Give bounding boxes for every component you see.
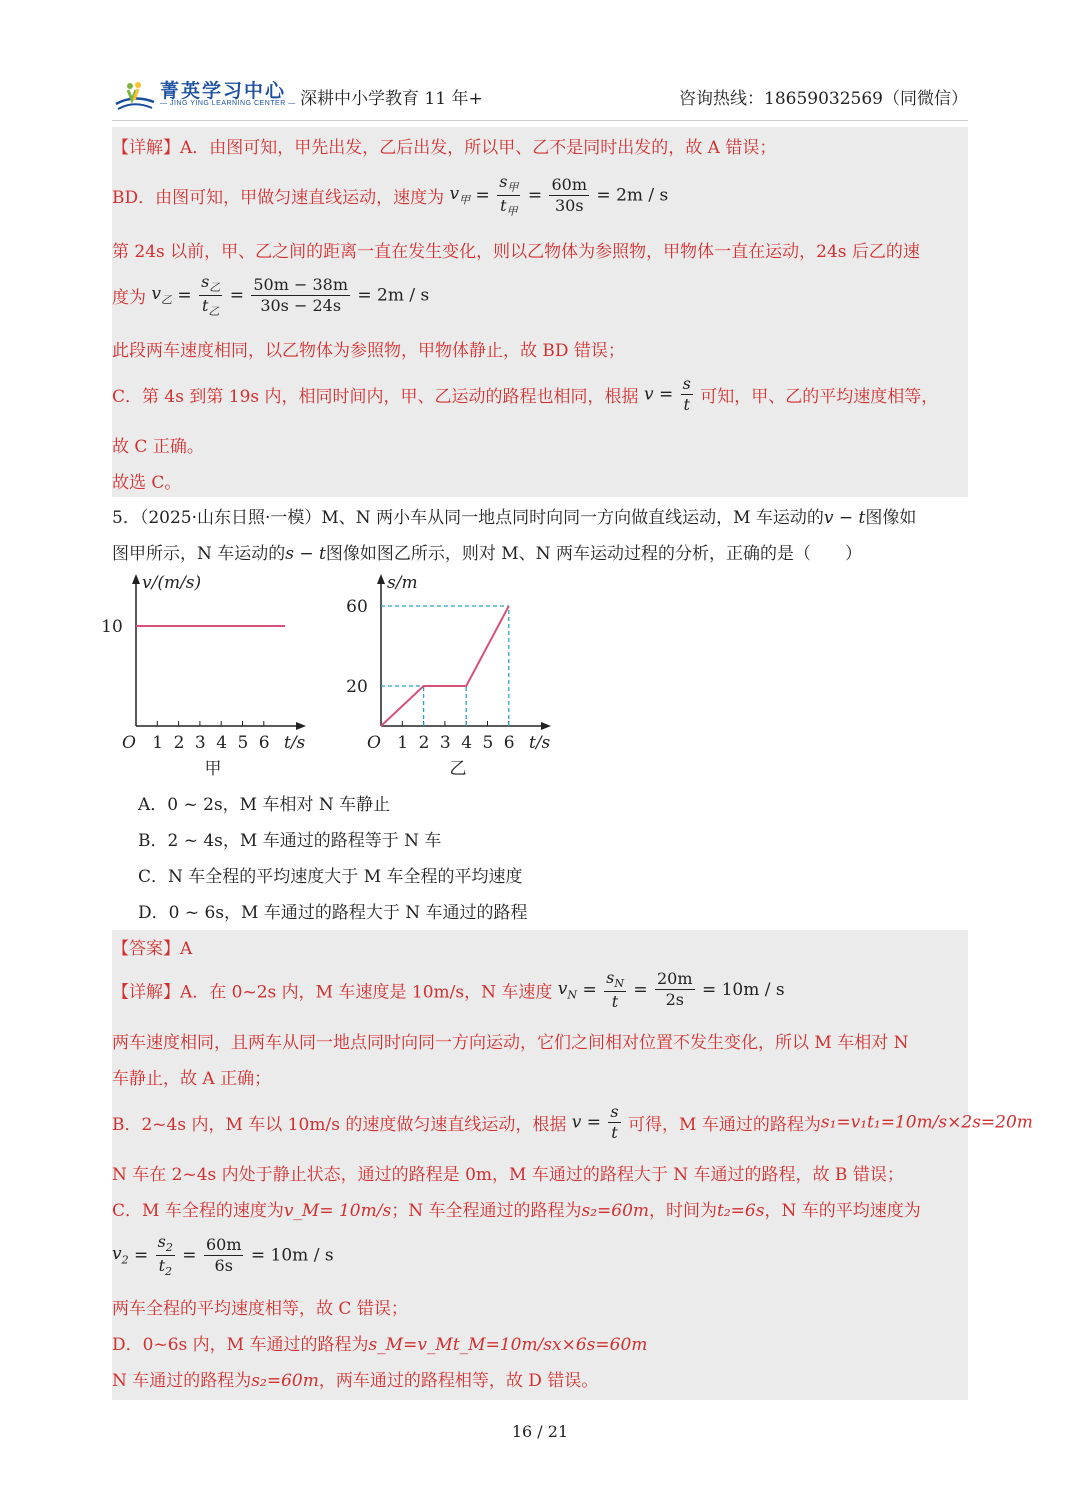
question-text: 5．（2025·山东日照·一模）M、N 两小车从同一地点同时向同一方向做直线运动，M 车运动的v − t图像如 [112, 508, 917, 528]
chart-caption: 甲 [204, 759, 222, 779]
page-number: 16 / 21 [511, 1422, 569, 1441]
formula-fraction: $\frac{s}{t}$ [610, 1102, 619, 1142]
x-tick-label: 1 [397, 733, 409, 753]
origin-label: O [122, 733, 136, 753]
detail-tag: 【详解】 [112, 138, 180, 158]
option-c: C．N 车全程的平均速度大于 M 车全程的平均速度 [138, 867, 523, 887]
chart-yi [345, 566, 565, 786]
option-a: A．0 ~ 2s，M 车相对 N 车静止 [138, 795, 391, 815]
velocity-symbol: $v_甲$ [449, 183, 471, 207]
logo-subtitle: — JING YING LEARNING CENTER — [160, 100, 296, 107]
y-tick-label: 20 [346, 677, 368, 697]
detail-line: N 车通过的路程为s₂=60m，两车通过的路程相等，故 D 错误。 [112, 1371, 599, 1391]
answer-value: A [180, 939, 193, 959]
detail-line: 此段两车速度相同，以乙物体为参照物，甲物体静止，故 BD 错误； [112, 341, 625, 361]
y-tick-label: 60 [346, 597, 368, 617]
x-axis-arrow-icon [541, 722, 551, 730]
x-tick-label: 5 [237, 733, 249, 753]
x-tick-label: 6 [503, 733, 515, 753]
series-line [381, 606, 509, 726]
logo [112, 78, 296, 114]
x-tick-label: 1 [152, 733, 164, 753]
detail-line: $v_2$ = $\frac{s_2}{t_2}$ = $\frac{60m}{6s}$ = 10m / s [112, 1232, 334, 1279]
option-b: B．2 ~ 4s，M 车通过的路程等于 N 车 [138, 831, 442, 851]
y-axis-label: s/m [387, 573, 418, 593]
formula-fraction: $\frac{s_乙}{t_乙}$ [201, 272, 221, 319]
detail-line-d: D．0~6s 内，M 车通过的路程为s_M=v_Mt_M=10m/sx×6s=60m [112, 1335, 648, 1355]
formula-fraction: $\frac{s_2}{t_2}$ [157, 1232, 173, 1279]
chart-caption: 乙 [449, 759, 467, 779]
y-axis-arrow-icon [132, 574, 140, 584]
x-tick-label: 4 [216, 733, 228, 753]
detail-line-c: C．M 车全程的速度为v_M= 10m/s；N 车全程通过的路程为s₂=60m，时间为t₂=6s，N 车的平均速度为 [112, 1201, 921, 1221]
line-text: BD．由图可知，甲做匀速直线运动，速度为 [112, 187, 445, 208]
detail-line: 故 C 正确。 [112, 437, 204, 457]
y-tick-label: 10 [101, 617, 123, 637]
detail-line: 车静止，故 A 正确； [112, 1069, 272, 1089]
header-hotline: 咨询热线：18659032569（同微信） [679, 89, 968, 109]
detail-line: 两车速度相同，且两车从同一地点同时向同一方向运动，它们之间相对位置不发生变化，所以 M 车相对 N [112, 1033, 909, 1053]
y-axis-label: v/(m/s) [142, 573, 202, 593]
formula-fraction: $\frac{s}{t}$ [682, 374, 691, 414]
logo-title: 菁英学习中心 [160, 80, 287, 102]
detail-line: 两车全程的平均速度相等，故 C 错误； [112, 1299, 408, 1319]
header-slogan: 深耕中小学教育 11 年+ [300, 89, 483, 109]
detail-line-a [112, 133, 776, 158]
detail-line: 故选 C。 [112, 473, 182, 493]
x-tick-label: 3 [439, 733, 451, 753]
x-tick-label: 6 [258, 733, 270, 753]
question-text: 图甲所示，N 车运动的s − t图像如图乙所示，则对 M、N 两车运动过程的分析，正确的是（ ） [112, 544, 862, 564]
x-axis-label: t/s [284, 733, 306, 753]
detail-line-c: C．第 4s 到第 19s 内，相同时间内，甲、乙运动的路程也相同，根据 v = $\frac{s}{t}$ 可知，甲、乙的平均速度相等， [112, 374, 939, 414]
x-tick-label: 4 [461, 733, 473, 753]
header-divider [112, 120, 968, 121]
formula-fraction: $\frac{s_N}{t}$ [606, 968, 624, 1011]
x-tick-label: 2 [418, 733, 430, 753]
formula-result: = 2m / s [596, 185, 669, 206]
x-axis-arrow-icon [296, 722, 306, 730]
page-header [112, 78, 968, 114]
formula-fraction: $\frac{60m}{6s}$ [205, 1234, 242, 1275]
x-tick-label: 5 [482, 733, 494, 753]
detail-line: 度为 $v_乙$ = $\frac{s_乙}{t_乙}$ = $\frac{50m - 38m}{30s - 24s}$ = 2m / s [112, 272, 430, 319]
option-d: D．0 ~ 6s，M 车通过的路程大于 N 车通过的路程 [138, 903, 528, 923]
detail-text: A．由图可知，甲先出发，乙后出发，所以甲、乙不是同时出发的，故 A 错误； [180, 138, 777, 158]
logo-figure-icon [112, 80, 156, 112]
chart-jia [100, 566, 320, 786]
formula-fraction: $\frac{60m}{30s}$ [551, 174, 588, 215]
x-tick-label: 2 [173, 733, 185, 753]
detail-line-bd: BD．由图可知，甲做匀速直线运动，速度为 $v_甲$ = $\frac{s_甲}{t_甲}$ = $\frac{60m}{30s}$ = 2m / s [112, 172, 669, 219]
x-tick-label: 3 [194, 733, 206, 753]
detail-line-a: 【详解】A．在 0~2s 内，M 车速度是 10m/s，N 车速度 $v_N$ = $\frac{s_N}{t}$ = $\frac{20m}{2s}$ = 10m / s [112, 968, 785, 1011]
detail-line-b: B．2~4s 内，M 车以 10m/s 的速度做匀速直线运动，根据 v = $\frac{s}{t}$ 可得，M 车通过的路程为s₁=v₁t₁=10m/s×2s=20m [112, 1102, 1033, 1142]
formula-fraction: $\frac{s_甲}{t_甲}$ [499, 172, 519, 219]
x-axis-label: t/s [529, 733, 551, 753]
detail-line: 第 24s 以前，甲、乙之间的距离一直在发生变化，则以乙物体为参照物，甲物体一直在运动，24s 后乙的速 [112, 242, 920, 262]
velocity-symbol: $v_乙$ [151, 283, 173, 307]
answer-tag: 【答案】 [112, 939, 180, 959]
y-axis-arrow-icon [377, 574, 385, 584]
answer-line [112, 934, 192, 959]
formula-fraction: $\frac{50m - 38m}{30s - 24s}$ [253, 274, 348, 315]
origin-label: O [367, 733, 381, 753]
detail-line: N 车在 2~4s 内处于静止状态，通过的路程是 0m，M 车通过的路程大于 N 车通过的路程，故 B 错误； [112, 1165, 904, 1185]
formula-fraction: $\frac{20m}{2s}$ [657, 969, 693, 1010]
